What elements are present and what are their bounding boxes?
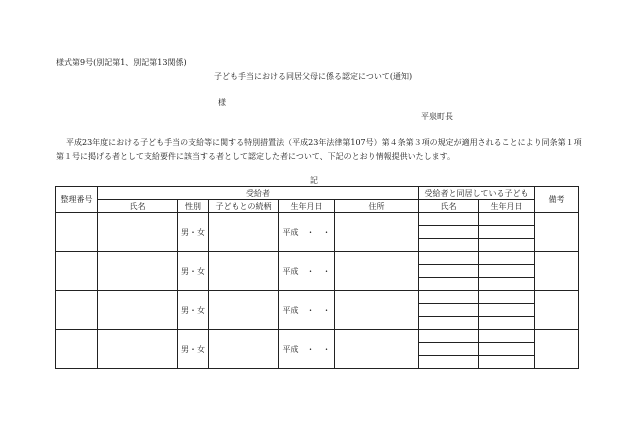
child-name-cell	[419, 317, 479, 330]
child-birthdate-cell	[479, 252, 535, 265]
body-text: 平成23年度における子ども手当の支給等に関する特別措置法（平成23年法律第107号）第４条第３項の規定が適用されることにより同条第１項第１号に掲げる者として支給要件に該当する者として認定した者について、下記のとおり情報提供いたします。	[56, 138, 582, 161]
addressee-suffix: 様	[218, 98, 226, 107]
child-name-cell	[419, 213, 479, 226]
entry-sex-cell: 男・女	[178, 291, 209, 330]
entry-relationship-cell	[209, 252, 279, 291]
entry-remarks-cell	[535, 291, 579, 330]
header-birthdate: 生年月日	[279, 200, 335, 213]
entry-address-cell	[335, 213, 419, 252]
header-sex: 性別	[178, 200, 209, 213]
child-birthdate-cell	[479, 213, 535, 226]
entry-name-cell	[98, 213, 178, 252]
child-birthdate-cell	[479, 239, 535, 252]
entry-birthdate-cell	[279, 252, 335, 291]
entry-sex-cell: 男・女	[178, 213, 209, 252]
ki-heading: 記	[310, 176, 318, 185]
child-name-cell	[419, 226, 479, 239]
child-name-cell	[419, 356, 479, 369]
entry-relationship-cell	[209, 330, 279, 369]
entry-remarks-cell	[535, 213, 579, 252]
table-row	[56, 330, 579, 343]
recipient-table	[55, 186, 579, 369]
entry-number-cell	[56, 291, 98, 330]
entry-name-cell	[98, 291, 178, 330]
entry-address-cell	[335, 330, 419, 369]
entry-number-cell	[56, 213, 98, 252]
birthdate-placeholder: 平成 ・ ・	[282, 227, 331, 237]
entry-relationship-cell	[209, 213, 279, 252]
entry-name-cell	[98, 252, 178, 291]
entry-number-cell	[56, 252, 98, 291]
document-title: 子ども手当における同居父母に係る認定について(通知)	[214, 72, 413, 81]
table-row	[56, 252, 579, 265]
header-children: 受給者と同居している子ども	[419, 187, 535, 200]
entry-remarks-cell	[535, 330, 579, 369]
table-row	[56, 213, 579, 226]
header-relationship: 子どもとの続柄	[209, 200, 279, 213]
entry-birthdate-cell	[279, 213, 335, 252]
form-number: 様式第9号(別記第1、別記第13関係)	[56, 58, 187, 67]
birthdate-placeholder: 平成 ・ ・	[282, 305, 331, 315]
header-name: 氏名	[98, 200, 178, 213]
child-birthdate-cell	[479, 356, 535, 369]
entry-relationship-cell	[209, 291, 279, 330]
child-name-cell	[419, 265, 479, 278]
birthdate-placeholder: 平成 ・ ・	[282, 266, 331, 276]
child-birthdate-cell	[479, 330, 535, 343]
entry-birthdate-cell	[279, 291, 335, 330]
entry-remarks-cell	[535, 252, 579, 291]
entry-sex-cell: 男・女	[178, 330, 209, 369]
child-birthdate-cell	[479, 265, 535, 278]
child-birthdate-cell	[479, 343, 535, 356]
child-name-cell	[419, 343, 479, 356]
child-name-cell	[419, 330, 479, 343]
header-row-1	[56, 187, 579, 200]
table-row	[56, 291, 579, 304]
child-birthdate-cell	[479, 278, 535, 291]
entry-sex-cell: 男・女	[178, 252, 209, 291]
child-birthdate-cell	[479, 304, 535, 317]
header-child-birthdate: 生年月日	[479, 200, 535, 213]
child-birthdate-cell	[479, 317, 535, 330]
header-number: 整理番号	[56, 187, 98, 213]
child-birthdate-cell	[479, 291, 535, 304]
header-address: 住所	[335, 200, 419, 213]
entry-name-cell	[98, 330, 178, 369]
entry-number-cell	[56, 330, 98, 369]
child-name-cell	[419, 278, 479, 291]
header-child-name: 氏名	[419, 200, 479, 213]
child-name-cell	[419, 252, 479, 265]
header-row-2	[56, 200, 579, 213]
child-name-cell	[419, 291, 479, 304]
sender-name: 平泉町長	[421, 112, 453, 121]
birthdate-placeholder: 平成 ・ ・	[282, 344, 331, 354]
entry-address-cell	[335, 291, 419, 330]
child-name-cell	[419, 239, 479, 252]
child-birthdate-cell	[479, 226, 535, 239]
entry-address-cell	[335, 252, 419, 291]
header-remarks: 備考	[535, 187, 579, 213]
child-name-cell	[419, 304, 479, 317]
header-recipient: 受給者	[98, 187, 419, 200]
entry-birthdate-cell	[279, 330, 335, 369]
